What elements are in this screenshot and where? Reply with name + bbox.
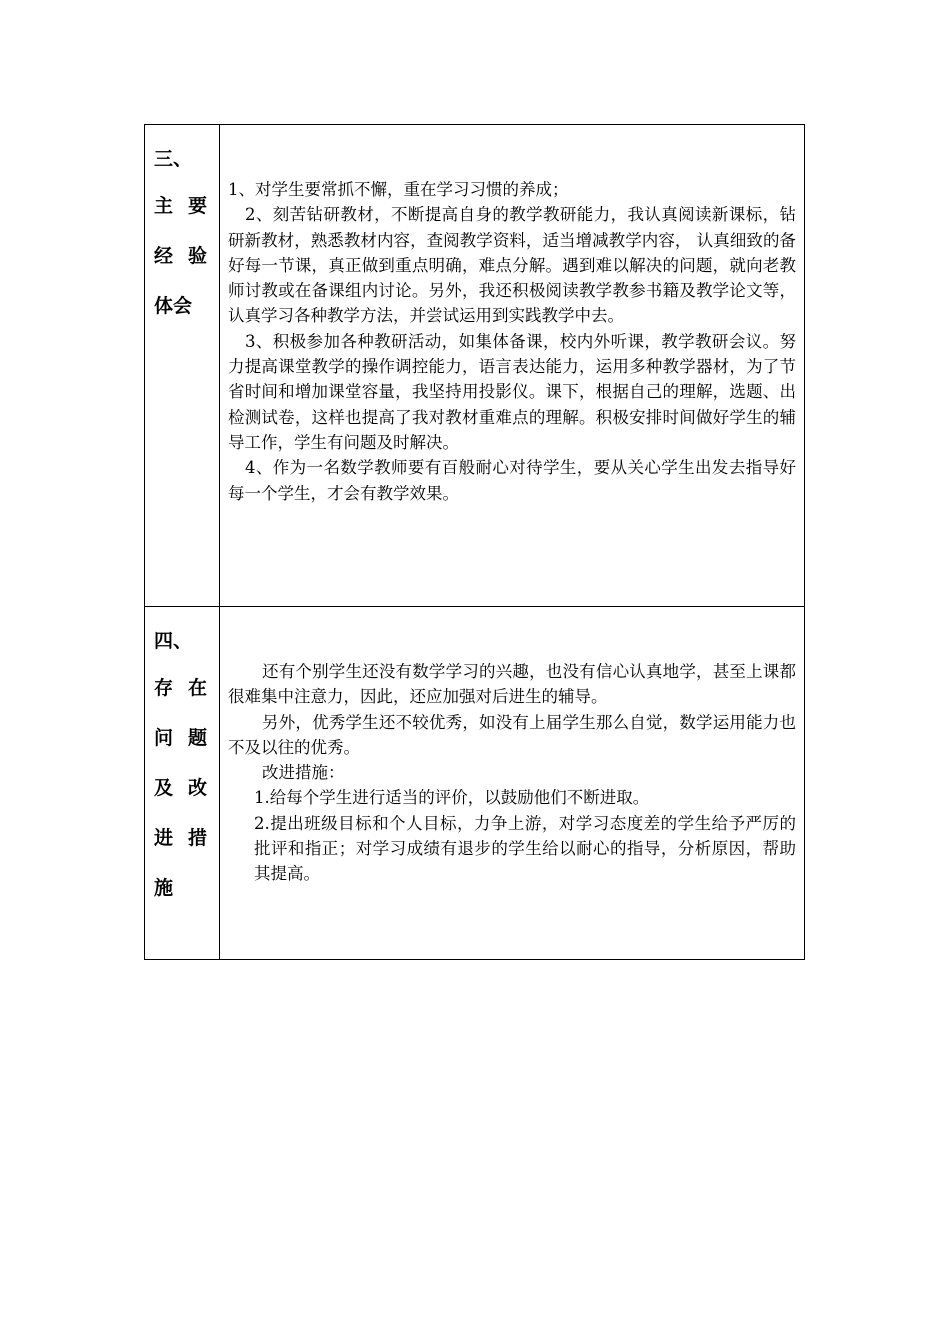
section-4-heading-char: 问	[154, 727, 174, 749]
section-4-heading-char: 存	[154, 677, 174, 699]
summary-table	[144, 124, 805, 960]
section-3-paragraph: 4、作为一名数学教师要有百般耐心对待学生，要从关心学生出发去指导好每一个学生，才会有教学效果。	[228, 458, 796, 503]
section-3-content-cell	[220, 125, 805, 607]
section-3-heading-number: 三、	[154, 148, 193, 170]
section-4-heading-char: 施	[154, 877, 174, 899]
section-4-heading-number: 四、	[154, 630, 193, 652]
section-3-heading-char: 要	[188, 195, 208, 217]
section-3-heading-char: 经	[154, 245, 174, 267]
section-4-measures-heading: 改进措施：	[262, 763, 345, 783]
section-3-paragraph: 3、积极参加各种教研活动，如集体备课，校内外听课，教学教研会议。努力提高课堂教学的操作调控能力，语言表达能力，运用多种教学器材，为了节省时间和增加课堂容量，我坚持用投影仪。课下，根据自己的理解，选题、出检测试卷，这样也提高了我对教材重难点的理解。积极安排时间做好学生的辅导工作，学生有问题及时解决。	[228, 331, 796, 452]
section-4-content-cell	[220, 607, 805, 960]
section-3-paragraph: 1、对学生要常抓不懈，重在学习习惯的养成；	[228, 180, 569, 199]
section-4-paragraph: 另外，优秀学生还不较优秀，如没有上届学生那么自觉，数学运用能力也不及以往的优秀。	[228, 712, 796, 757]
section-4-heading-char: 题	[188, 727, 208, 749]
section-4-measure-item: 2.提出班级目标和个人目标，力争上游，对学习态度差的学生给予严厉的批评和指正；对学习成绩有退步的学生给以耐心的指导，分析原因，帮助其提高。	[254, 813, 796, 884]
section-3-paragraph: 2、刻苦钻研教材，不断提高自身的教学教研能力，我认真阅读新课标，钻研新教材，熟悉教材内容，查阅教学资料，适当增减教学内容， 认真细致的备好每一节课，真正做到重点明确，难点分解。遇到难以解决的问题，就向老教师讨教或在备课组内讨论。另外，我还积极阅读教学教参书籍及教学论文等，认真学习各种教学方法，并尝试运用到实践教学中去。	[228, 205, 796, 326]
section-4-heading-char: 措	[188, 827, 208, 849]
section-4-paragraph: 还有个别学生还没有数学学习的兴趣，也没有信心认真地学，甚至上课都很难集中注意力，因此，还应加强对后进生的辅导。	[228, 662, 796, 707]
section-4-heading-char: 进	[154, 827, 174, 849]
section-4-heading-cell	[145, 607, 220, 960]
table-row	[145, 607, 805, 960]
section-3-heading-char: 验	[188, 245, 208, 267]
table-row	[145, 125, 805, 607]
section-4-measure-item: 1.给每个学生进行适当的评价，以鼓励他们不断进取。	[254, 788, 650, 808]
section-4-heading-char: 及	[154, 777, 174, 799]
section-4-heading-char: 改	[188, 777, 208, 799]
section-3-heading-cell	[145, 125, 220, 607]
section-4-heading-char: 在	[188, 677, 208, 699]
section-3-heading-char: 体会	[154, 295, 193, 317]
section-3-heading-char: 主	[154, 195, 174, 217]
